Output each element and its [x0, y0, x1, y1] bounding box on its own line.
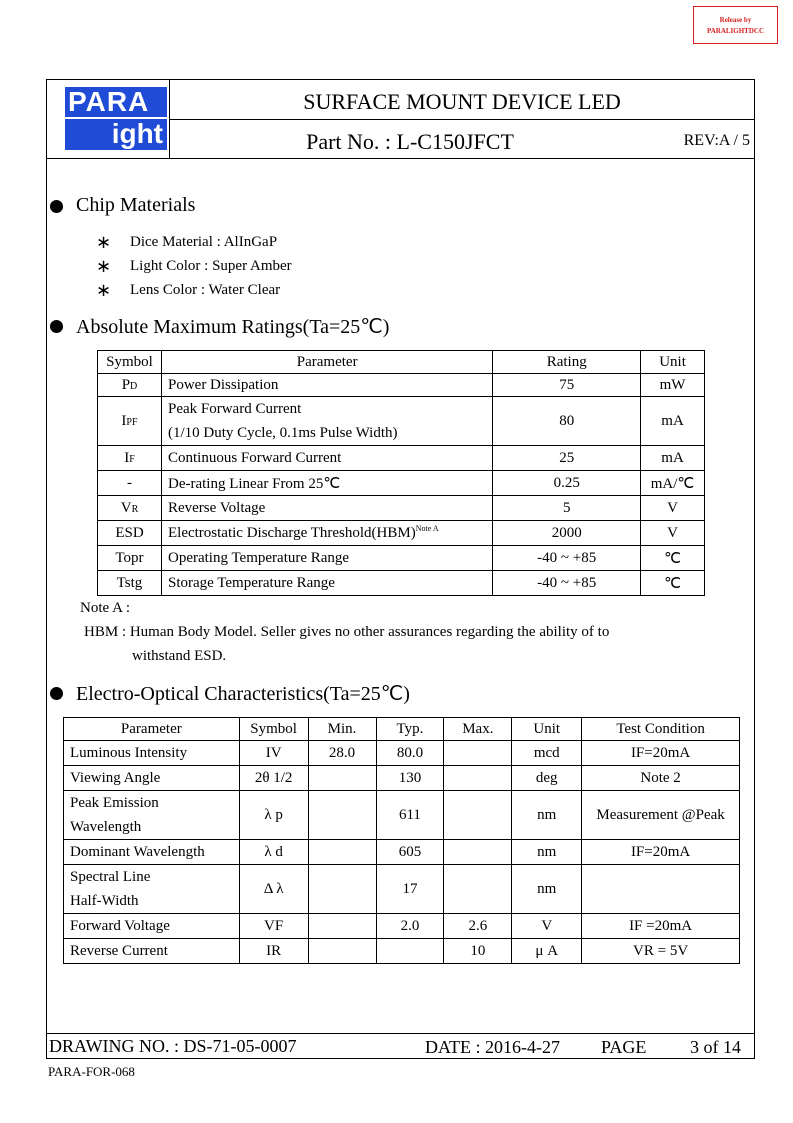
eo-table [63, 717, 740, 964]
asterisk-icon: ∗ [96, 256, 112, 276]
parameter-cell: Reverse Current [64, 939, 240, 964]
symbol-cell: Tstg [98, 571, 162, 596]
symbol-cell: 2θ 1/2 [239, 766, 308, 791]
table-row [64, 840, 740, 865]
table-row [98, 397, 705, 446]
drawing-number: DRAWING NO. : DS-71-05-0007 [49, 1036, 297, 1056]
header-mid-rule [169, 119, 755, 120]
parameter-cell: Dominant Wavelength [64, 840, 240, 865]
unit-cell: μ A [512, 939, 582, 964]
rating-cell: 2000 [493, 521, 641, 546]
symbol-cell: IF [98, 446, 162, 471]
rating-cell: -40 ~ +85 [493, 546, 641, 571]
symbol-cell: IV [239, 741, 308, 766]
parameter-cell: Peak Forward Current (1/10 Duty Cycle, 0.1ms Pulse Width) [161, 397, 492, 446]
symbol-cell: PD [98, 374, 162, 397]
table-header-row [64, 718, 740, 741]
min-cell [308, 865, 376, 914]
table-row [64, 791, 740, 840]
column-header: Test Condition [582, 718, 740, 741]
symbol-cell: VF [239, 914, 308, 939]
parameter-cell: Continuous Forward Current [161, 446, 492, 471]
column-header: Typ. [376, 718, 444, 741]
chip-item: Lens Color : Water Clear [130, 282, 281, 298]
amr-heading: Absolute Maximum Ratings(Ta=25℃) [76, 316, 390, 338]
condition-cell: IF =20mA [582, 914, 740, 939]
max-cell: 10 [444, 939, 512, 964]
parameter-cell: Power Dissipation [161, 374, 492, 397]
chip-materials-heading: Chip Materials [76, 194, 196, 216]
table-row [98, 571, 705, 596]
symbol-cell: IR [239, 939, 308, 964]
typ-cell: 17 [376, 865, 444, 914]
chip-item: Dice Material : AlInGaP [130, 234, 278, 250]
table-row [64, 865, 740, 914]
parameter-cell: Luminous Intensity [64, 741, 240, 766]
table-row [64, 741, 740, 766]
release-line1: Release by [719, 16, 752, 24]
column-header: Min. [308, 718, 376, 741]
symbol-cell: Topr [98, 546, 162, 571]
unit-cell: ℃ [641, 571, 705, 596]
min-cell [308, 914, 376, 939]
logo-para: PARA [65, 87, 167, 117]
footer-rule [46, 1033, 755, 1034]
symbol-cell: VR [98, 496, 162, 521]
min-cell: 28.0 [308, 741, 376, 766]
asterisk-icon: ∗ [96, 280, 112, 300]
note-title: Note A : [80, 600, 131, 616]
release-line2: PARALIGHTDCC [706, 27, 765, 35]
column-header: Rating [493, 351, 641, 374]
parameter-cell: Viewing Angle [64, 766, 240, 791]
unit-cell: V [512, 914, 582, 939]
parameter-cell: Peak Emission Wavelength [64, 791, 240, 840]
typ-cell [376, 939, 444, 964]
revision: REV:A / 5 [683, 132, 750, 149]
document-title: SURFACE MOUNT DEVICE LED [303, 89, 621, 114]
note-line: withstand ESD. [132, 648, 227, 664]
table-row [98, 521, 705, 546]
table-header-row [98, 351, 705, 374]
min-cell [308, 939, 376, 964]
parameter-cell: Electrostatic Discharge Threshold(HBM)$^{Note A}$ [161, 521, 492, 546]
column-header: Max. [444, 718, 512, 741]
condition-cell [582, 865, 740, 914]
column-header: Parameter [161, 351, 492, 374]
release-stamp [693, 6, 778, 44]
min-cell [308, 791, 376, 840]
unit-cell: ℃ [641, 546, 705, 571]
parameter-cell: De-rating Linear From 25℃ [161, 471, 492, 496]
eo-heading: Electro-Optical Characteristics(Ta=25℃) [76, 683, 410, 705]
min-cell [308, 766, 376, 791]
header-bottom-rule [46, 158, 755, 159]
amr-table [97, 350, 705, 596]
typ-cell: 2.0 [376, 914, 444, 939]
unit-cell: mA/℃ [641, 471, 705, 496]
rating-cell: 25 [493, 446, 641, 471]
symbol-cell: ESD [98, 521, 162, 546]
bullet-icon [50, 320, 63, 333]
column-header: Symbol [98, 351, 162, 374]
max-cell [444, 741, 512, 766]
table-row [98, 471, 705, 496]
parameter-cell: Forward Voltage [64, 914, 240, 939]
column-header: Unit [512, 718, 582, 741]
unit-cell: nm [512, 791, 582, 840]
column-header: Parameter [64, 718, 240, 741]
footer-date: DATE : 2016-4-27 [425, 1037, 560, 1057]
typ-cell: 80.0 [376, 741, 444, 766]
rating-cell: -40 ~ +85 [493, 571, 641, 596]
max-cell [444, 840, 512, 865]
table-row [64, 939, 740, 964]
unit-cell: nm [512, 865, 582, 914]
rating-cell: 80 [493, 397, 641, 446]
unit-cell: mA [641, 397, 705, 446]
typ-cell: 130 [376, 766, 444, 791]
table-row [98, 446, 705, 471]
max-cell [444, 865, 512, 914]
parameter-cell: Operating Temperature Range [161, 546, 492, 571]
column-header: Symbol [239, 718, 308, 741]
parameter-cell: Storage Temperature Range [161, 571, 492, 596]
bullet-icon [50, 200, 63, 213]
form-number: PARA-FOR-068 [48, 1064, 135, 1079]
page-label: PAGE [601, 1037, 647, 1057]
condition-cell: Note 2 [582, 766, 740, 791]
parameter-cell: Spectral Line Half-Width [64, 865, 240, 914]
symbol-cell: - [98, 471, 162, 496]
symbol-cell: λ d [239, 840, 308, 865]
symbol-cell: λ p [239, 791, 308, 840]
condition-cell: IF=20mA [582, 741, 740, 766]
unit-cell: V [641, 521, 705, 546]
typ-cell: 605 [376, 840, 444, 865]
bullet-icon [50, 687, 63, 700]
condition-cell: Measurement @Peak [582, 791, 740, 840]
symbol-cell: IPF [98, 397, 162, 446]
unit-cell: deg [512, 766, 582, 791]
unit-cell: mcd [512, 741, 582, 766]
table-row [98, 374, 705, 397]
condition-cell: IF=20mA [582, 840, 740, 865]
page-number: 3 of 14 [690, 1037, 741, 1057]
note-line: HBM : Human Body Model. Seller gives no other assurances regarding the ability of to [84, 624, 610, 640]
rating-cell: 75 [493, 374, 641, 397]
unit-cell: nm [512, 840, 582, 865]
min-cell [308, 840, 376, 865]
unit-cell: mA [641, 446, 705, 471]
table-row [98, 546, 705, 571]
table-row [64, 914, 740, 939]
chip-item: Light Color : Super Amber [130, 258, 292, 274]
table-row [64, 766, 740, 791]
parameter-cell: Reverse Voltage [161, 496, 492, 521]
rating-cell: 0.25 [493, 471, 641, 496]
typ-cell: 611 [376, 791, 444, 840]
max-cell: 2.6 [444, 914, 512, 939]
max-cell [444, 791, 512, 840]
asterisk-icon: ∗ [96, 232, 112, 252]
part-number: Part No. : L-C150JFCT [306, 129, 514, 154]
logo-ight: ight [65, 119, 167, 150]
rating-cell: 5 [493, 496, 641, 521]
condition-cell: VR = 5V [582, 939, 740, 964]
column-header: Unit [641, 351, 705, 374]
unit-cell: mW [641, 374, 705, 397]
table-row [98, 496, 705, 521]
unit-cell: V [641, 496, 705, 521]
symbol-cell: Δ λ [239, 865, 308, 914]
max-cell [444, 766, 512, 791]
